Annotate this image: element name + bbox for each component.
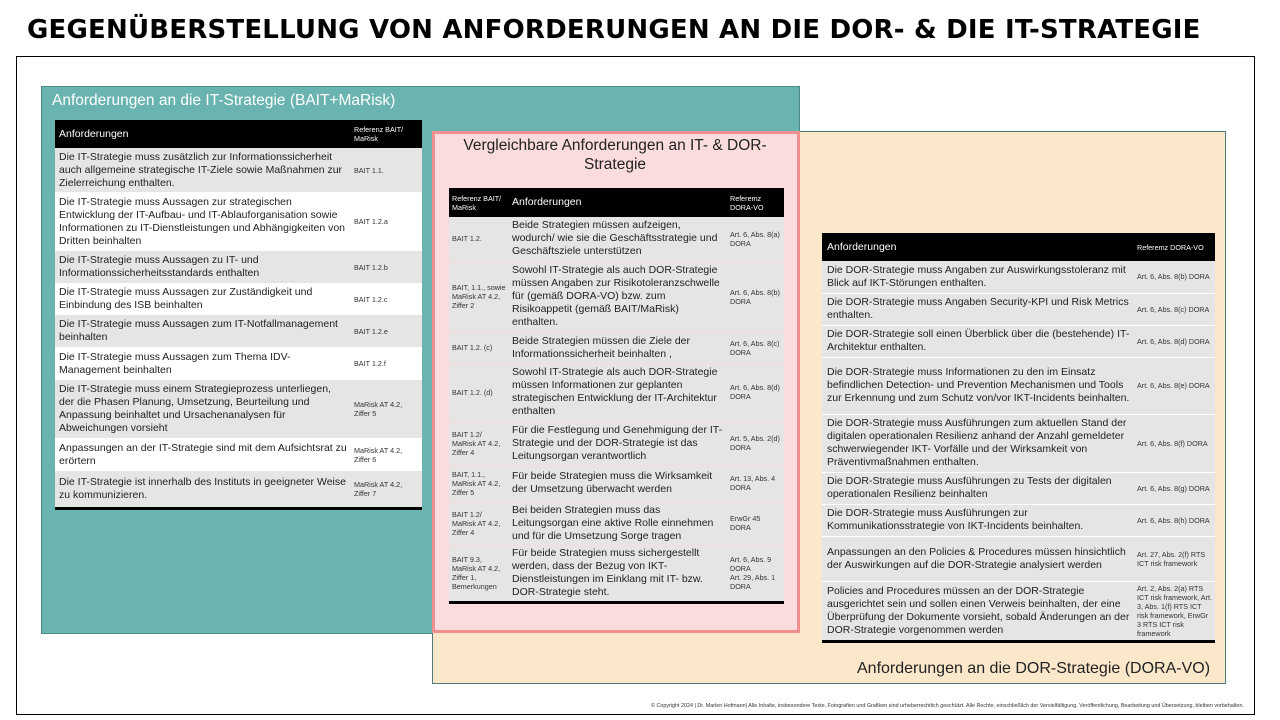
requirement-cell: Bei beiden Strategien muss das Leitungsorgan eine aktive Rolle einnehmen und für die Umsetzung Sorge tragen: [509, 501, 727, 545]
requirement-cell: Die IT-Strategie muss Aussagen zur Zuständigkeit und Einbindung des ISB beinhalten: [55, 283, 352, 315]
reference-cell: Art. 6, Abs. 8(g) DORA: [1135, 472, 1215, 504]
reference-cell: BAIT 1.1.: [352, 148, 422, 192]
reference-it-cell: BAIT, 1.1., MaRisk AT 4.2, Ziffer 5: [449, 465, 509, 501]
header-reference-it: Referenz BAIT/ MaRisk: [449, 188, 509, 217]
reference-cell: MaRisk AT 4.2, Ziffer 5: [352, 380, 422, 438]
table-row: [449, 217, 784, 261]
table-row: [449, 421, 784, 465]
reference-it-cell: BAIT 1.2/ MaRisk AT 4.2, Ziffer 4: [449, 501, 509, 545]
reference-it-cell: BAIT 1.2. (c): [449, 332, 509, 363]
reference-cell: Art. 2, Abs. 2(a) RTS ICT risk framework, Art. 3, Abs. 1(f) RTS ICT risk framework, ErwGr 3 RTS ICT risk framework: [1135, 581, 1215, 641]
requirement-cell: Die DOR-Strategie muss Ausführungen zum aktuellen Stand der digitalen operationalen Resilienz anhand der Anzahl gemeldeter schwerwiegender IKT- Vorfälle und der Wirksamkeit von Präventivmaßnahmen enthalten.: [822, 414, 1135, 472]
table-row: [822, 357, 1215, 414]
requirement-cell: Für beide Strategien muss sichergestellt werden, dass der Bezug von IKT-Dienstleistungen im Einklang mit IT- bzw. DOR-Strategie steht.: [509, 545, 727, 602]
table-row: [449, 501, 784, 545]
reference-dora-cell: Art. 6, Abs. 9 DORA Art. 29, Abs. 1 DORA: [727, 545, 784, 602]
reference-cell: Art. 6, Abs. 8(c) DORA: [1135, 293, 1215, 325]
reference-cell: BAIT 1.2.f: [352, 347, 422, 380]
table-row: [55, 471, 422, 508]
table-row: [822, 536, 1215, 581]
header-reference: Referenz BAIT/ MaRisk: [352, 120, 422, 148]
requirement-cell: Die IT-Strategie muss Aussagen zum IT-Notfallmanagement beinhalten: [55, 315, 352, 347]
requirement-cell: Die IT-Strategie ist innerhalb des Instituts in geeigneter Weise zu kommunizieren.: [55, 471, 352, 508]
requirement-cell: Die DOR-Strategie muss Angaben Security-KPI und Risk Metrics enthalten.: [822, 293, 1135, 325]
it-strategy-panel-title: Anforderungen an die IT-Strategie (BAIT+MaRisk): [52, 92, 396, 109]
reference-dora-cell: ErwGr 45 DORA: [727, 501, 784, 545]
table-row: [449, 545, 784, 602]
reference-it-cell: BAIT 9.3, MaRisk AT 4.2, Ziffer 1, Bemerkungen: [449, 545, 509, 602]
requirement-cell: Die DOR-Strategie soll einen Überblick über die (bestehende) IT-Architektur enthalten.: [822, 325, 1135, 357]
table-row: [449, 465, 784, 501]
requirement-cell: Für beide Strategien muss die Wirksamkeit der Umsetzung überwacht werden: [509, 465, 727, 501]
comparison-table: [449, 188, 784, 604]
requirement-cell: Policies and Procedures müssen an der DOR-Strategie ausgerichtet sein und sollen einen Verweis beinhalten, der eine Überprüfung der Dokumente vorsieht, sobald Änderungen an der DOR-Strategie vorgenommen werden: [822, 581, 1135, 641]
table-row: [449, 363, 784, 421]
requirement-cell: Die IT-Strategie muss zusätzlich zur Informationssicherheit auch allgemeine strategische IT-Ziele sowie Maßnahmen zur Zielerreichung enthalten.: [55, 148, 352, 192]
table-row: [822, 293, 1215, 325]
table-row: [55, 315, 422, 347]
table-row: [449, 332, 784, 363]
reference-dora-cell: Art. 5, Abs. 2(d) DORA: [727, 421, 784, 465]
header-reference: Referemz DORA-VO: [1135, 233, 1215, 261]
table-row: [55, 251, 422, 283]
table-row: [822, 261, 1215, 293]
it-requirements-table: [55, 120, 422, 510]
header-reference-dora: Referemz DORA-VO: [727, 188, 784, 217]
requirement-cell: Die DOR-Strategie muss Angaben zur Auswirkungsstoleranz mit Blick auf IKT-Störungen enthalten.: [822, 261, 1135, 293]
table-row: [55, 438, 422, 471]
reference-cell: Art. 27, Abs. 2(f) RTS ICT risk framework: [1135, 536, 1215, 581]
copyright-notice: © Copyright 2024 | Dr. Marlen Hofmann| Alle Inhalte, insbesondere Texte, Fotografien und Grafiken sind urheberrechtlich geschützt. Alle Rechte, einschließlich der Vervielfältigung, Veröffentlichung, Bearbeitung und Übersetzung, bleiben vorbehalten.: [650, 703, 1244, 709]
table-row: [55, 192, 422, 251]
reference-dora-cell: Art. 6, Abs. 8(c) DORA: [727, 332, 784, 363]
table-row: [822, 581, 1215, 641]
requirement-cell: Die DOR-Strategie muss Informationen zu den im Einsatz befindlichen Detection- und Prevention Mechanismen und Tools zur Erkennung und zum Schutz von/vor IKT-Incidents beinhalten.: [822, 357, 1135, 414]
requirement-cell: Für die Festlegung und Genehmigung der IT-Strategie und der DOR-Strategie ist das Leitungsorgan verantwortlich: [509, 421, 727, 465]
header-requirements: Anforderungen: [509, 188, 727, 217]
dor-strategy-panel-title: Anforderungen an die DOR-Strategie (DORA-VO): [857, 660, 1211, 677]
requirement-cell: Die DOR-Strategie muss Ausführungen zur Kommunikationsstrategie von IKT-Incidents beinhalten.: [822, 504, 1135, 536]
requirement-cell: Die IT-Strategie muss einem Strategieprozess unterliegen, der die Phasen Planung, Umsetzung, Beurteilung und Anpassung beinhaltet und Ursachenanalysen für Abweichungen vorsieht: [55, 380, 352, 438]
reference-cell: MaRisk AT 4.2, Ziffer 7: [352, 471, 422, 508]
table-row: [55, 283, 422, 315]
header-requirements: Anforderungen: [55, 120, 352, 148]
table-row: [55, 380, 422, 438]
reference-cell: BAIT 1.2.a: [352, 192, 422, 251]
table-row: [822, 472, 1215, 504]
reference-it-cell: BAIT 1.2/ MaRisk AT 4.2, Ziffer 4: [449, 421, 509, 465]
requirement-cell: Anpassungen an der IT-Strategie sind mit dem Aufsichtsrat zu erörtern: [55, 438, 352, 471]
reference-cell: BAIT 1.2.c: [352, 283, 422, 315]
reference-dora-cell: Art. 13, Abs. 4 DORA: [727, 465, 784, 501]
table-row: [449, 261, 784, 332]
requirement-cell: Die IT-Strategie muss Aussagen zur strategischen Entwicklung der IT-Aufbau- und IT-Ablauforganisation sowie Informationen zu IT-Dienstleistungen und Abhängigkeiten von Dritten beinhalten: [55, 192, 352, 251]
table-row: [822, 325, 1215, 357]
reference-cell: MaRisk AT 4.2, Ziffer 6: [352, 438, 422, 471]
table-row: [55, 347, 422, 380]
reference-cell: BAIT 1.2.b: [352, 251, 422, 283]
requirement-cell: Beide Strategien müssen die Ziele der Informationssicherheit beinhalten ,: [509, 332, 727, 363]
requirement-cell: Beide Strategien müssen aufzeigen, wodurch/ wie sie die Geschäftsstrategie und Geschäftsziele unterstützen: [509, 217, 727, 261]
reference-it-cell: BAIT, 1.1., sowie MaRisk AT 4.2, Ziffer 2: [449, 261, 509, 332]
requirement-cell: Die IT-Strategie muss Aussagen zum Thema IDV-Management beinhalten: [55, 347, 352, 380]
reference-dora-cell: Art. 6, Abs. 8(b) DORA: [727, 261, 784, 332]
reference-cell: Art. 6, Abs. 8(f) DORA: [1135, 414, 1215, 472]
requirement-cell: Sowohl IT-Strategie als auch DOR-Strategie müssen Informationen zur geplanten strategischen Entwicklung der IT-Architektur enthalten: [509, 363, 727, 421]
requirement-cell: Die DOR-Strategie muss Ausführungen zu Tests der digitalen operationalen Resilienz beinhalten: [822, 472, 1135, 504]
requirement-cell: Sowohl IT-Strategie als auch DOR-Strategie müssen Angaben zur Risikotoleranzschwelle für (gemäß DORA-VO) bzw. zum Risikoappetit (gemäß BAIT/MaRisk) enthalten.: [509, 261, 727, 332]
requirement-cell: Die IT-Strategie muss Aussagen zu IT- und Informationssicherheitsstandards enthalten: [55, 251, 352, 283]
reference-cell: BAIT 1.2.e: [352, 315, 422, 347]
table-header-row: [449, 188, 784, 217]
reference-cell: Art. 6, Abs. 8(h) DORA: [1135, 504, 1215, 536]
table-header-row: [55, 120, 422, 148]
table-row: [822, 504, 1215, 536]
table-row: [55, 148, 422, 192]
reference-cell: Art. 6, Abs. 8(d) DORA: [1135, 325, 1215, 357]
reference-dora-cell: Art. 6, Abs. 8(a) DORA: [727, 217, 784, 261]
reference-dora-cell: Art. 6, Abs. 8(d) DORA: [727, 363, 784, 421]
header-requirements: Anforderungen: [822, 233, 1135, 261]
reference-cell: Art. 6, Abs. 8(b) DORA: [1135, 261, 1215, 293]
dor-requirements-table: [822, 233, 1215, 643]
reference-it-cell: BAIT 1.2.: [449, 217, 509, 261]
reference-it-cell: BAIT 1.2. (d): [449, 363, 509, 421]
table-header-row: [822, 233, 1215, 261]
comparison-panel-title: Vergleichbare Anforderungen an IT- & DOR-Strategie: [463, 137, 767, 173]
reference-cell: Art. 6, Abs. 8(e) DORA: [1135, 357, 1215, 414]
table-row: [822, 414, 1215, 472]
requirement-cell: Anpassungen an den Policies & Procedures müssen hinsichtlich der Auswirkungen auf die DOR-Strategie analysiert werden: [822, 536, 1135, 581]
slide-title: GEGENÜBERSTELLUNG VON ANFORDERUNGEN AN DIE DOR- & DIE IT-STRATEGIE: [27, 15, 1201, 45]
